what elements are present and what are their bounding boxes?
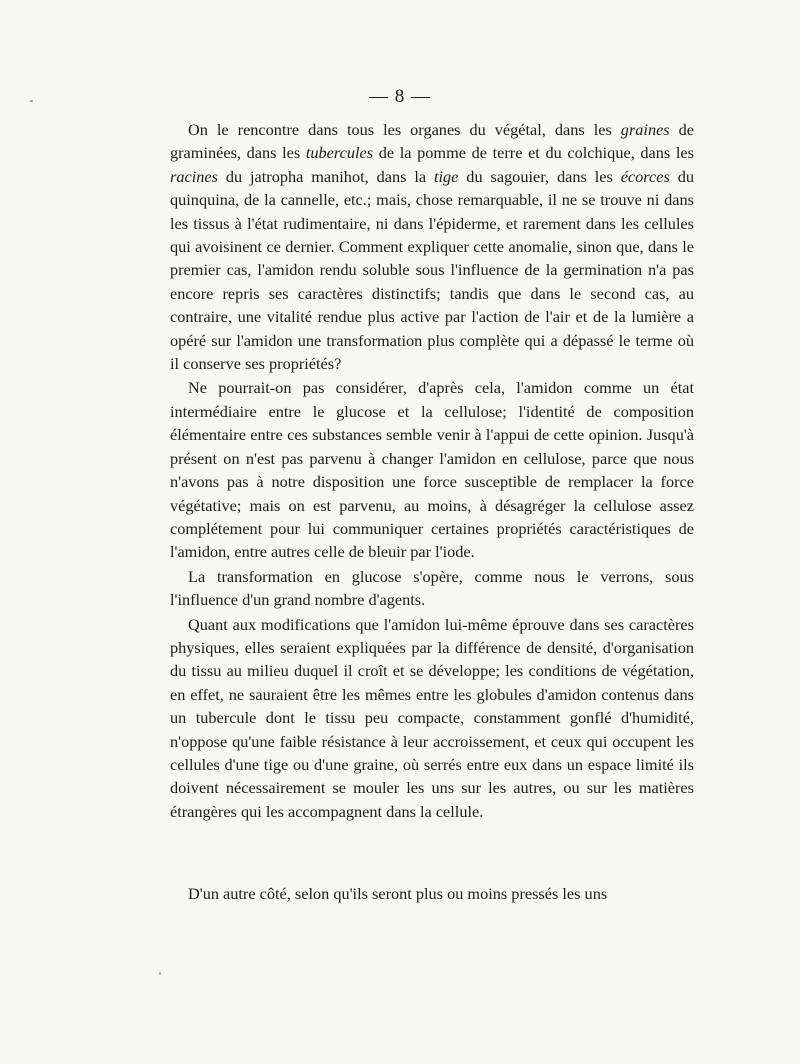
- italic-term: tubercules: [305, 143, 374, 163]
- italic-term: racines: [170, 166, 218, 186]
- paragraph-3: [170, 565, 694, 612]
- body-text: [170, 118, 694, 823]
- text-run: de la pomme de terre et du colchique, dans les: [373, 143, 694, 163]
- text-run: Quant aux modifications que l'amidon lui-même éprouve dans ses caractères physiques, elles seraient expliquées par la différence de densité, d'organisation du tissu au milieu duquel il croît et se développe; les conditions de végétation, en effet, ne sauraient être les mêmes entre les globules d'amidon contenus dans un tubercule dont le tissu peu compacte, constamment gonflé d'humidité, n'oppose qu'une faible résistance à leur accroissement, et ceux qui occupent les cellules d'une tige ou d'une graine, où serrés entre eux dans un espace limité ils doivent nécessairement se mouler les uns sur les autres, ou sur les matières étrangères qui les accompagnent dans la cellule.: [170, 614, 694, 821]
- italic-term: écorces: [620, 166, 670, 186]
- paragraph-1: [170, 118, 694, 375]
- text-run: du quinquina, de la cannelle, etc.; mais, chose remarquable, il ne se trouve ni dans les tissus à l'état rudimentaire, ni dans l'épiderme, et rarement dans les cellules qui avoisinent ce dernier. Comment expliquer cette anomalie, sinon que, dans le premier cas, l'amidon rendu soluble sous l'influence de la germination n'a pas encore repris ses caractères distinctifs; tandis que dans le second cas, au contraire, une vitalité rendue plus active par l'action de l'air et de la lumière a opéré sur l'amidon une transformation plus complète qui a dépassé le terme où il conserve ses propriétés?: [170, 166, 694, 374]
- italic-term: graines: [620, 120, 670, 139]
- text-run: de graminées, dans les: [170, 120, 695, 163]
- paragraph-2: [170, 376, 694, 563]
- text-run: On le rencontre dans tous les organes du végétal, dans les: [188, 120, 621, 139]
- text-run: du jatropha manihot, dans la: [217, 166, 434, 186]
- text-run: Ne pourrait-on pas considérer, d'après cela, l'amidon comme un état intermédiaire entre le glucose et la cellulose; l'identité de composition élémentaire entre ces substances semble venir à l'appui de cette opinion. Jusqu'à présent on n'est pas parvenu à changer l'amidon en cellulose, parce que nous n'avons pas à notre disposition une force susceptible de remplacer la force végétative; mais on est parvenu, au moins, à désagréger la cellulose assez complétement pour lui communiquer certaines propriétés caractéristiques de l'amidon, entre autres celle de bleuir par l'iode.: [170, 378, 694, 562]
- paper-speck: [30, 100, 33, 102]
- text-run: La transformation en glucose s'opère, comme nous le verrons, sous l'influence d'un grand nombre d'agents.: [170, 566, 694, 610]
- paragraph-4: [170, 613, 694, 824]
- continuation-text: D'un autre côté, selon qu'ils seront plus ou moins pressés les uns: [188, 884, 608, 903]
- continuation-line: [170, 882, 694, 905]
- italic-term: tige: [433, 166, 459, 186]
- paper-speck: [159, 972, 161, 975]
- text-run: du sagouier, dans les: [458, 166, 621, 186]
- page-number: — 8 —: [369, 86, 431, 107]
